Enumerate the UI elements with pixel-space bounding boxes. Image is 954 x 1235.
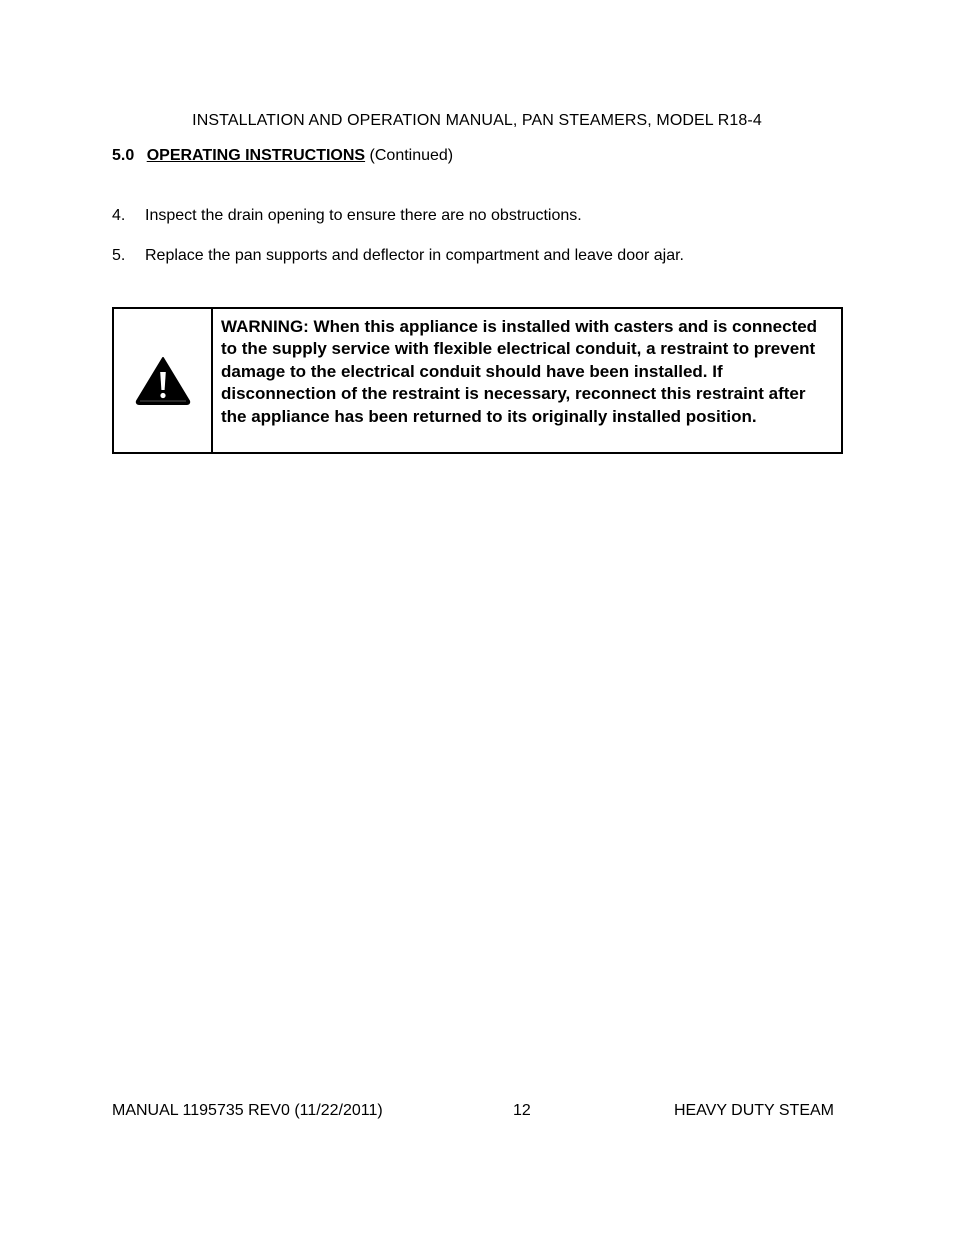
footer-manual-id: MANUAL 1195735 REV0 (11/22/2011) <box>112 1102 383 1119</box>
step-number: 4. <box>112 207 126 224</box>
section-heading <box>112 147 453 165</box>
step-text: Inspect the drain opening to ensure there are no obstructions. <box>145 207 582 224</box>
warning-triangle-icon <box>134 355 192 407</box>
warning-text: WARNING: When this appliance is installed with casters and is connected to the supply service with flexible electrical conduit, a restraint to prevent damage to the electrical conduit should have been installed. If disconnection of the restraint is necessary, reconnect this restraint after the appliance has been returned to its originally installed position. <box>221 317 818 426</box>
warning-box <box>112 307 843 454</box>
section-title: OPERATING INSTRUCTIONS <box>146 147 366 164</box>
step-number: 5. <box>112 247 126 264</box>
running-header: INSTALLATION AND OPERATION MANUAL, PAN STEAMERS, MODEL R18-4 <box>192 112 762 129</box>
footer-product-line: HEAVY DUTY STEAM <box>673 1102 834 1119</box>
list-item <box>112 207 582 225</box>
section-number: 5.0 <box>112 147 135 164</box>
step-text: Replace the pan supports and deflector in compartment and leave door ajar. <box>145 247 684 264</box>
footer-page-number: 12 <box>513 1102 531 1119</box>
list-item <box>112 247 684 265</box>
section-suffix: (Continued) <box>369 147 454 164</box>
warning-icon-cell <box>114 309 213 452</box>
